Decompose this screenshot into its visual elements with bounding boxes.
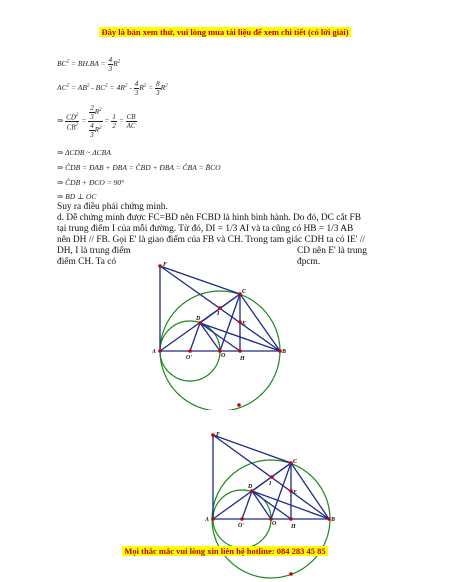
math-line-6: ⇒ ĈDB + ĐCO = 90°: [57, 178, 125, 187]
text-line-1: Suy ra điều phải chứng minh.: [57, 202, 168, 212]
label-f: F: [163, 262, 168, 268]
label-c: C: [242, 289, 247, 295]
math-line-1: $BC^2 = BH.BA$ = $\frac{4}{3}$ $R^2$: [57, 56, 121, 73]
math-line-2: $AC^2 = AB^2 - BC^2 = 4R^2$ - $\frac{4}{3}$ $R^2$ = $\frac{8}{3}$ $R^2$: [57, 80, 168, 97]
label-h: H: [240, 356, 245, 362]
label-a: A: [152, 349, 157, 355]
text-line-5b: CD nên E' là trung: [297, 246, 367, 256]
hotline-banner: Mọi thắc mắc vui lòng xin liên hệ hotline: 084 283 45 85: [124, 546, 326, 556]
geometry-figure-1: [140, 258, 300, 410]
math-line-5: ⇒ ĈDB = ĐAB + ĐBA = ĈBD + ĐBA = ĈBA = B̂CO: [57, 163, 221, 172]
label-e: E: [242, 321, 247, 327]
label-e-2: E: [293, 490, 298, 496]
label-i: I: [217, 311, 220, 317]
text-line-6b: đpcm.: [297, 257, 321, 267]
label-d: D: [196, 316, 201, 322]
text-line-5a: DH, I là trung điểm: [57, 246, 131, 256]
label-o-2: O: [272, 521, 277, 527]
label-o-prime: O': [186, 355, 192, 361]
label-a-2: A: [205, 517, 210, 523]
label-h-2: H: [291, 524, 296, 530]
text-line-6a: điểm CH. Ta có: [57, 257, 117, 267]
preview-banner: Đây là bản xem thử, vui lòng mua tài liệu để xem chi tiết (có lời giải): [101, 27, 349, 37]
text-line-2: d. Dễ chứng minh được FC=BD nên FCBD là hình bình hành. Do đó, DC cắt FB: [57, 213, 361, 223]
label-d-2: D: [248, 484, 253, 490]
text-line-4: nên DH // FB. Gọi E' là giao điểm của FB và CH. Trong tam giác CDH ta có IE' //: [57, 235, 366, 245]
label-c-2: C: [293, 459, 298, 465]
geometry-figure-2: [195, 425, 355, 582]
text-line-3: tại trung điểm I của mỗi đường. Từ đó, DI = 1/3 AI và ta cũng có HB = 1/3 AB: [57, 224, 354, 234]
label-i-2: I: [269, 481, 272, 487]
math-line-4: ⇒ ΔCDB ~ ΔCBA: [57, 148, 111, 157]
label-o-prime-2: O': [238, 523, 244, 529]
math-line-3: ⇒ $\frac{CD^2}{CB^2}$ = $\frac{2}{3}$ $R^2$ $\frac{4}{3}$ $R^2$ = $\frac{1}{2}$ = $\frac{CB}{AC}$: [57, 104, 136, 139]
label-b: B: [282, 349, 287, 355]
math-line-7: ⇒ BD ⊥ OC: [57, 192, 97, 201]
label-o: O: [221, 353, 226, 359]
label-b-2: B: [331, 517, 336, 523]
label-f-2: F: [216, 432, 221, 438]
